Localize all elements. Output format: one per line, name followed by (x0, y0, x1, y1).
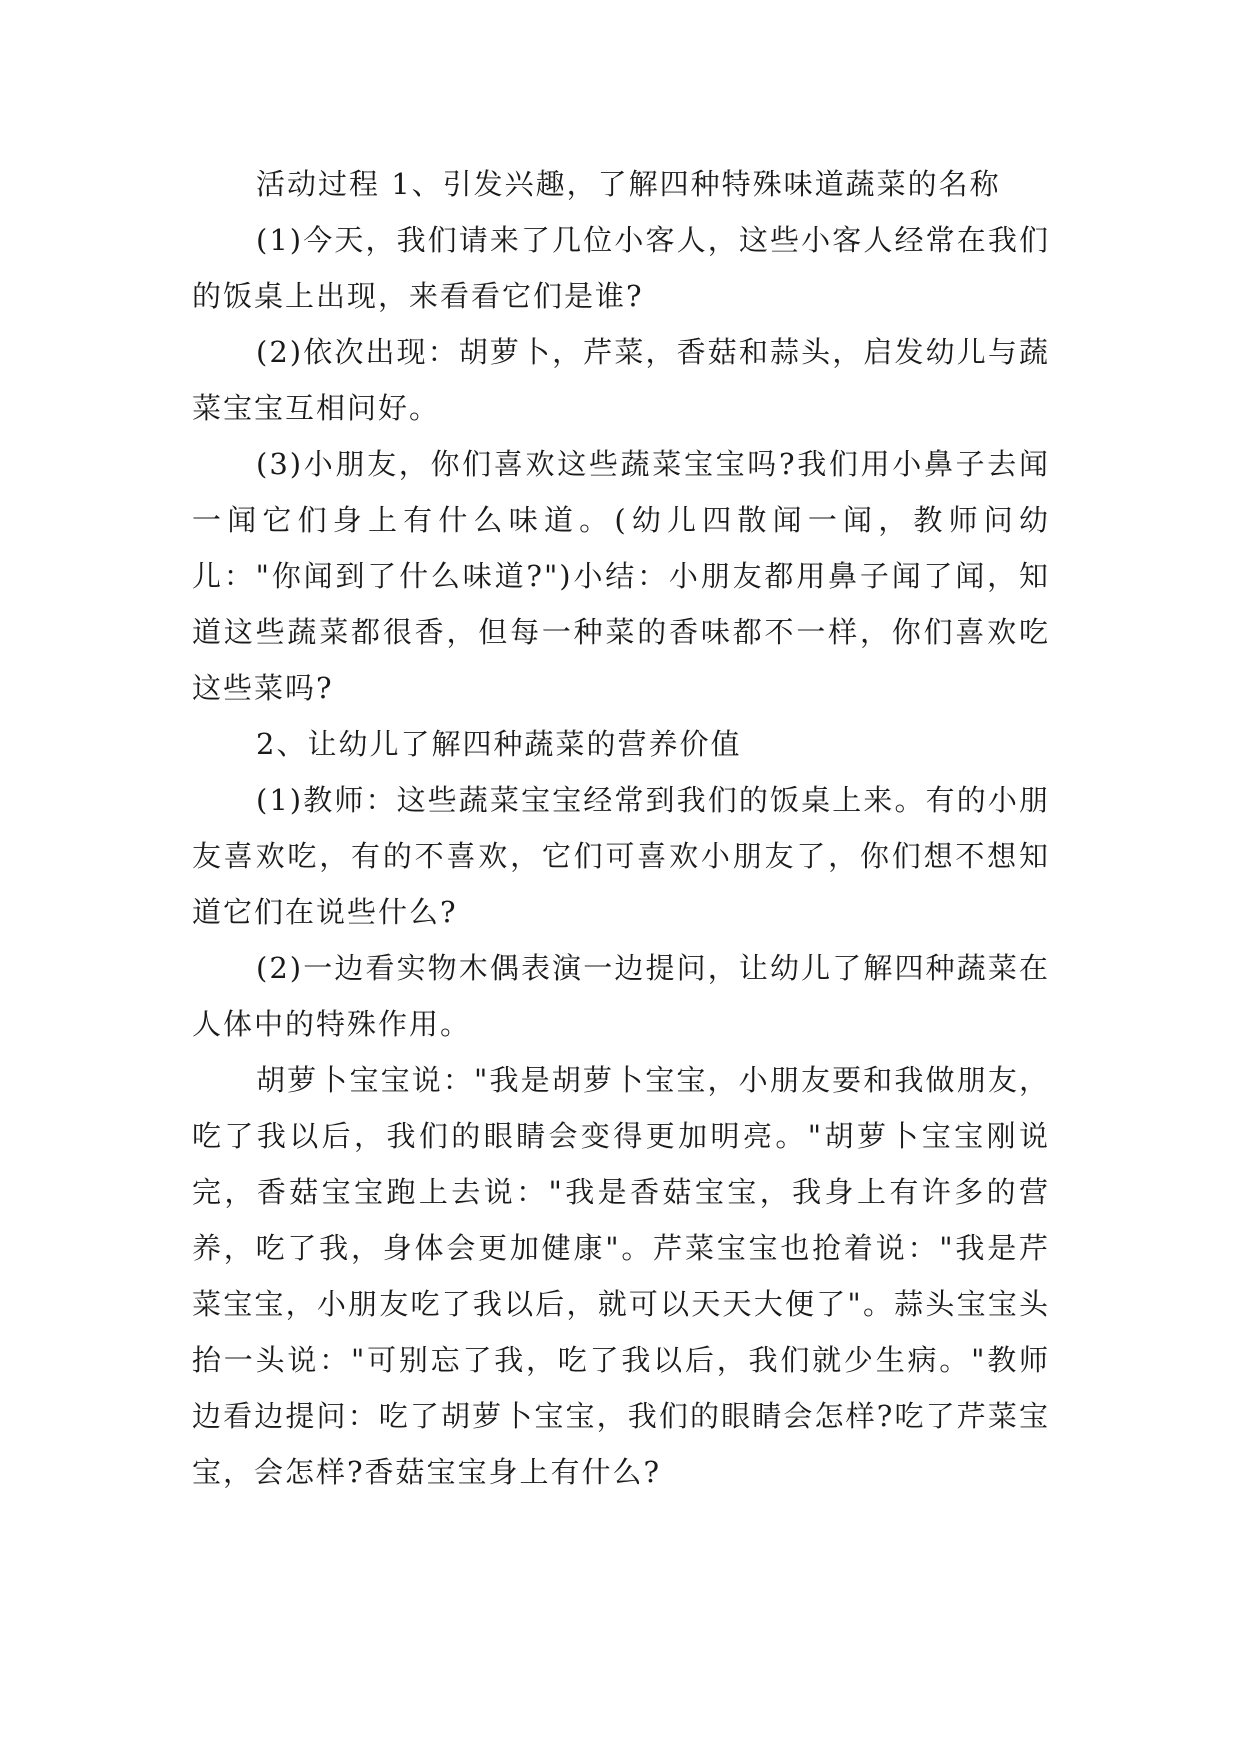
paragraph-step-2-1: (1)教师：这些蔬菜宝宝经常到我们的饭桌上来。有的小朋友喜欢吃，有的不喜欢，它们可喜欢小朋友了，你们想不想知道它们在说些什么? (192, 783, 1050, 929)
paragraph-step-1-2: (2)依次出现：胡萝卜，芹菜，香菇和蒜头，启发幼儿与蔬菜宝宝互相问好。 (192, 335, 1050, 425)
paragraph-puppet-dialogue: 胡萝卜宝宝说："我是胡萝卜宝宝，小朋友要和我做朋友，吃了我以后，我们的眼睛会变得更加明亮。"胡萝卜宝宝刚说完，香菇宝宝跑上去说："我是香菇宝宝，我身上有许多的营养，吃了我，身体会更加健康"。芹菜宝宝也抢着说："我是芹菜宝宝，小朋友吃了我以后，就可以天天大便了"。蒜头宝宝头抬一头说："可别忘了我，吃了我以后，我们就少生病。"教师边看边提问：吃了胡萝卜宝宝，我们的眼睛会怎样?吃了芹菜宝宝，会怎样?香菇宝宝身上有什么? (192, 1063, 1050, 1489)
document-body (192, 156, 1050, 1500)
paragraph-step-1-3: (3)小朋友，你们喜欢这些蔬菜宝宝吗?我们用小鼻子去闻一闻它们身上有什么味道。(幼儿四散闻一闻，教师问幼儿："你闻到了什么味道?")小结：小朋友都用鼻子闻了闻，知道这些蔬菜都很香，但每一种菜的香味都不一样，你们喜欢吃这些菜吗? (192, 447, 1050, 705)
paragraph-step-1-1: (1)今天，我们请来了几位小客人，这些小客人经常在我们的饭桌上出现，来看看它们是谁? (192, 223, 1050, 313)
paragraph-section-2-heading: 2、让幼儿了解四种蔬菜的营养价值 (256, 727, 742, 761)
paragraph-activity-process: 活动过程 1、引发兴趣，了解四种特殊味道蔬菜的名称 (256, 167, 1001, 201)
paragraph-step-2-2: (2)一边看实物木偶表演一边提问，让幼儿了解四种蔬菜在人体中的特殊作用。 (192, 951, 1050, 1041)
